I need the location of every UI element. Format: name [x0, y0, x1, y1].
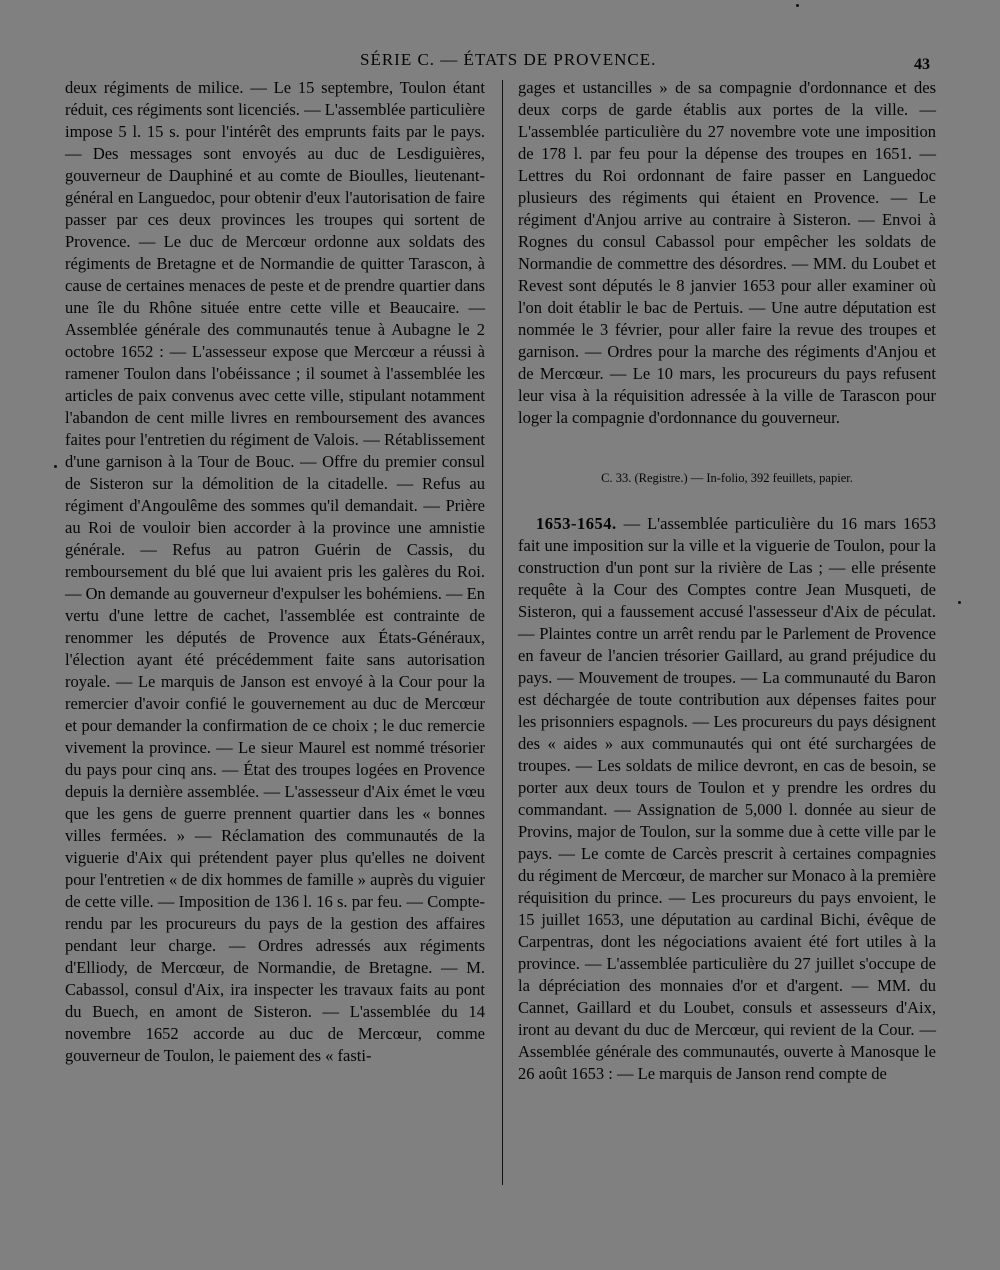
entry-paragraph — [518, 513, 936, 1085]
left-column-text: deux régiments de milice. — Le 15 septembre, Toulon étant réduit, ces régiments sont licenciés. — L'assemblée particulière impose 5 l. 15 s. pour l'intérêt des emprunts faits par le pays. — Des messages sont envoyés au duc de Lesdiguières, gouverneur de Dauphiné et au comte de Bioulles, lieutenant-général en Languedoc, pour obtenir d'eux l'autorisation de faire passer par ces deux provinces les troupes qui sortent de Provence. — Le duc de Mercœur ordonne aux soldats des régiments de Bretagne et de Normandie de quitter Tarascon, à cause de certaines menaces de peste et de prendre quartier dans une île du Rhône située entre cette ville et Beaucaire. — Assemblée générale des communautés tenue à Aubagne le 2 octobre 1652 : — L'assesseur expose que Mercœur a réussi à ramener Toulon dans l'obéissance ; il soumet à l'assemblée les articles de paix convenus avec cette ville, stipulant notamment l'abandon de cent mille livres en remboursement des avances faites pour l'entretien du régiment de Valois. — Rétablissement d'une garnison à la Tour de Bouc. — Offre du premier consul de Sisteron sur la démolition de la citadelle. — Refus au régiment d'Angoulême des sommes qu'il demandait. — Prière au Roi de vouloir bien accorder à la province une amnistie générale. — Refus au patron Guérin de Cassis, du remboursement du blé que lui avaient pris les galères du Roi. — On demande au gouverneur d'expulser les bohémiens. — En vertu d'une lettre de cachet, l'assemblée est contrainte de renommer les députés de Provence aux États-Généraux, l'élection ayant été précédemment faite sans autorisation royale. — Le marquis de Janson est envoyé à la Cour pour la remercier d'avoir confié le gouvernement au duc de Mercœur et pour demander la confirmation de ce choix ; le duc remercie vivement la province. — Le sieur Maurel est nommé trésorier du pays pour cinq ans. — État des troupes logées en Provence depuis la dernière assemblée. — L'assesseur d'Aix émet le vœu que les gens de guerre prennent quartier dans les « bonnes villes fermées. » — Réclamation des communautés de la viguerie d'Aix qui prétendent payer plus qu'elles ne doivent pour l'entretien « de dix hommes de famille » auprès du viguier de cette ville. — Imposition de 136 l. 16 s. par feu. — Compte-rendu par les procureurs du pays de la gestion des affaires pendant leur charge. — Ordres adressés aux régiments d'Elliody, de Mercœur, de Normandie, de Bretagne. — M. Cabassol, consul d'Aix, ira inspecter les travaux faits au pont du Buech, en amont de Sisteron. — L'assemblée du 14 novembre 1652 accorde au duc de Mercœur, comme gouverneur de Toulon, le paiement des « fasti- — [65, 78, 485, 1065]
right-column — [518, 77, 936, 1085]
margin-mark — [54, 465, 57, 468]
page-number: 43 — [914, 56, 930, 73]
running-title: SÉRIE C. — ÉTATS DE PROVENCE. — [360, 50, 657, 69]
ink-speck — [796, 4, 799, 7]
continuation-text: gages et ustancilles » de sa compagnie d'ordonnance et des deux corps de garde établis aux portes de la ville. — L'assemblée particulière du 27 novembre vote une imposition de 178 l. par feu pour la dépense des troupes en 1651. — Lettres du Roi ordonnant de faire passer en Languedoc plusieurs des régiments qui étaient en Provence. — Le régiment d'Anjou arrive au contraire à Sisteron. — Envoi à Rognes du consul Cabassol pour empêcher les soldats de Normandie de commettre des désordres. — MM. du Loubet et Revest sont députés le 8 janvier 1653 pour aller examiner où l'on doit établir le bac de Pertuis. — Une autre députation est nommée le 3 février, pour aller faire la revue des troupes et garnison. — Ordres pour la marche des régiments d'Anjou et de Mercœur. — Le 10 mars, les procureurs du pays refusent leur visa à la réquisition adressée à la ville de Tarascon pour loger la compagnie d'ordonnance du gouverneur. — [518, 78, 936, 427]
entry-date: 1653-1654. — [536, 514, 617, 533]
entry-text: — L'assemblée particulière du 16 mars 1653 fait une imposition sur la ville et la viguerie de Toulon, pour la construction d'un pont sur la rivière de Las ; — elle présente requête à la Cour des Comptes contre Jean Musqueti, de Sisteron, qui a faussement accusé l'assesseur d'Aix de péculat. — Plaintes contre un arrêt rendu par le Parlement de Provence en faveur de l'ancien trésorier Gaillard, au grand préjudice du pays. — Mouvement de troupes. — La communauté du Baron est déchargée de toute contribution aux dépenses faites pour les prisonniers espagnols. — Les procureurs du pays désignent des « aides » aux communautés qui ont été surchargées de troupes. — Les soldats de milice devront, en cas de besoin, se porter aux deux tours de Toulon et y prendre les ordres du commandant. — Assignation de 5,000 l. donnée au sieur de Provins, major de Toulon, sur la somme due à cette ville par le pays. — Le comte de Carcès prescrit à certaines compagnies du régiment de Mercœur, de marcher sur Monaco à la première réquisition du prince. — Les procureurs du pays envoient, le 15 juillet 1653, une députation au cardinal Bichi, évêque de Carpentras, dont les négociations avaient été fort utiles à la province. — L'assemblée particulière du 27 juillet s'occupe de la dépréciation des monnaies d'or et d'argent. — MM. du Cannet, Gaillard et du Loubet, consuls et assesseurs d'Aix, iront au devant du duc de Mercœur, qui revient de la Cour. — Assemblée générale des communautés, ouverte à Manosque le 26 août 1653 : — Le marquis de Janson rend compte de — [518, 514, 936, 1083]
margin-mark — [958, 601, 961, 604]
left-column — [65, 77, 485, 1067]
record-heading: C. 33. (Registre.) — In-folio, 392 feuillets, papier. — [601, 471, 853, 485]
column-divider — [502, 80, 503, 1185]
